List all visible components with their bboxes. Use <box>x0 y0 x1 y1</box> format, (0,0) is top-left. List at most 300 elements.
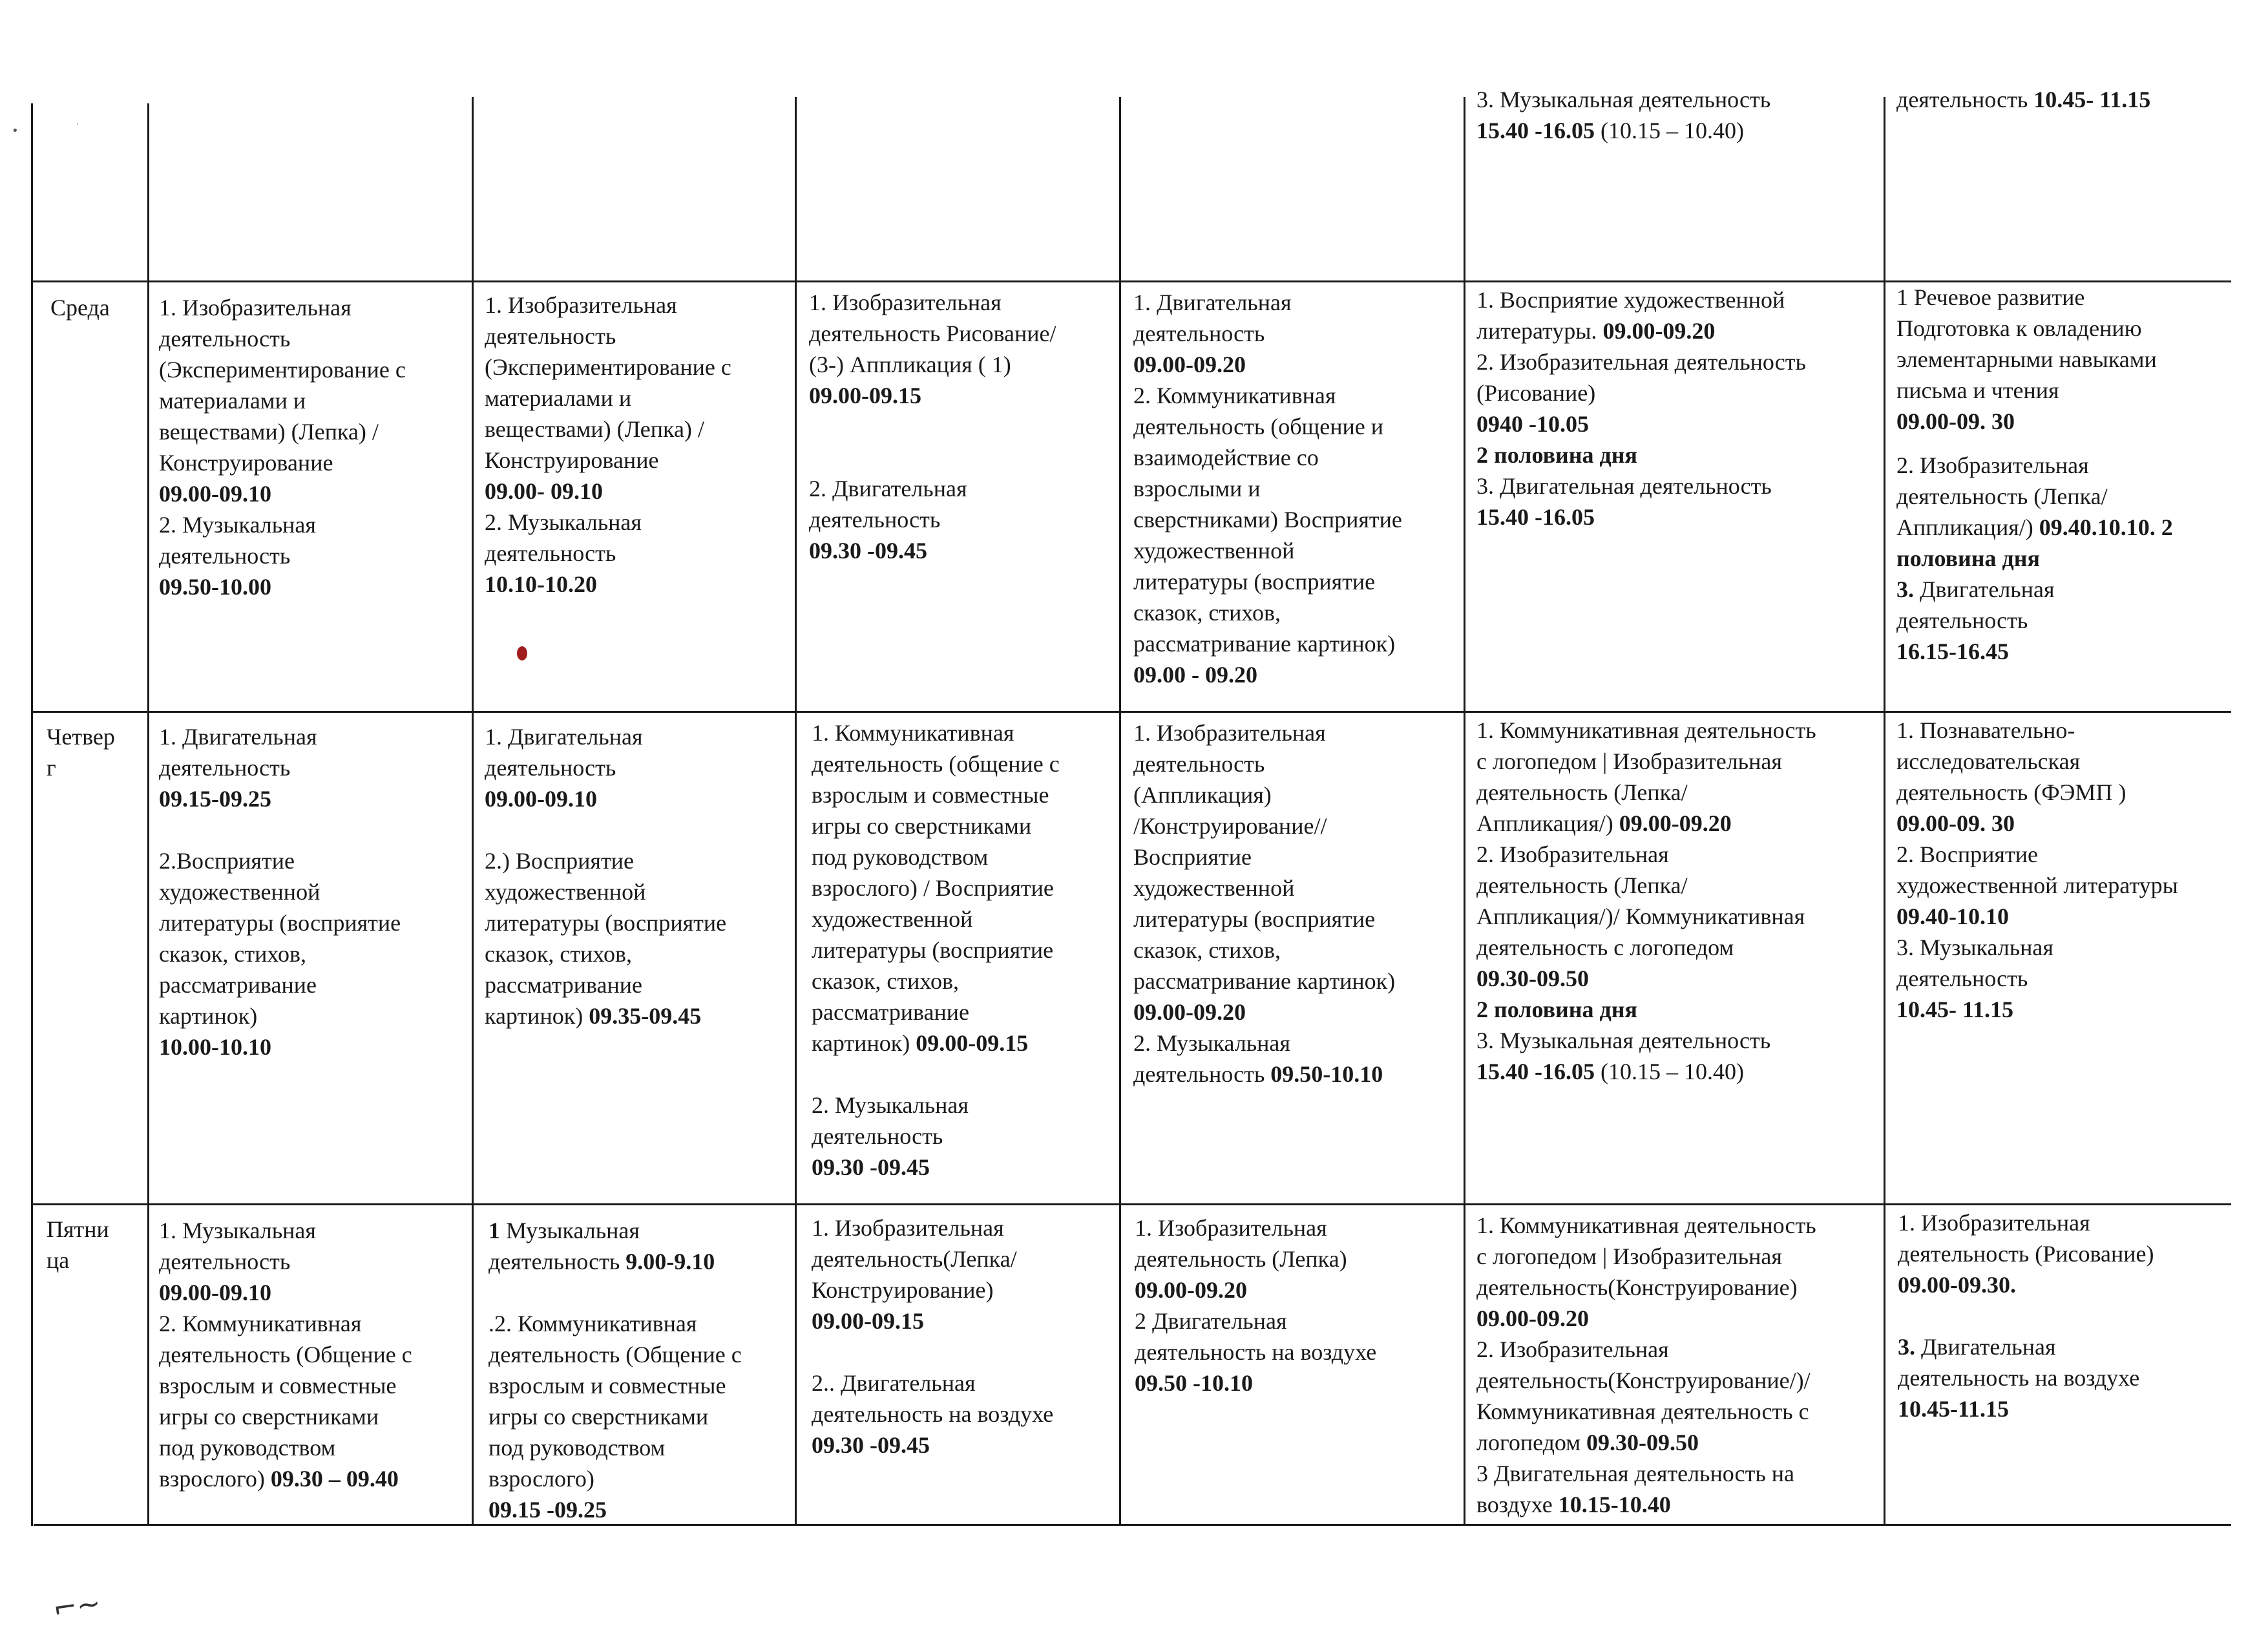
cell-text-line <box>812 748 1118 779</box>
activity-text: исследовательская <box>1896 748 2081 774</box>
cell-text-line <box>1133 628 1462 659</box>
activity-text: 1. Двигательная <box>485 724 643 750</box>
activity-text: (Рисование) <box>1476 380 1596 406</box>
cell-text-line <box>812 1305 1118 1336</box>
activity-text: 1 Речевое развитие <box>1896 284 2085 310</box>
time-text: 09.00-09.15 <box>809 383 921 408</box>
scan-speck: · <box>76 120 79 130</box>
cell-text-line <box>812 1430 1118 1461</box>
cell-text-line <box>488 1401 793 1432</box>
cell-text-line <box>485 352 793 383</box>
activity-text: 1. Изобразительная <box>1133 720 1326 746</box>
cell-text-line <box>1476 1365 1881 1396</box>
activity-text: сказок, стихов, <box>812 968 960 994</box>
day-label-wednesday <box>50 292 144 706</box>
column-divider <box>1464 97 1465 1526</box>
cell-text-line <box>809 380 1118 411</box>
activity-text: 1. Коммуникативная деятельность <box>1476 1212 1816 1238</box>
cell-text-line <box>1135 1212 1462 1243</box>
cell-text-line <box>485 321 793 352</box>
activity-text: сказок, стихов, <box>1133 937 1281 963</box>
cell-text-line <box>812 1152 1118 1183</box>
cell-text-line: Пятни <box>47 1216 109 1242</box>
time-text: 3. <box>1898 1334 1921 1360</box>
activity-text: деятельность (Лепка) <box>1135 1246 1347 1272</box>
column-divider <box>472 97 474 1526</box>
activity-text: под руководством <box>488 1435 666 1461</box>
cell-text-line <box>1896 746 2232 777</box>
time-text: 10.10-10.20 <box>485 571 597 597</box>
cell-fri-col3 <box>812 1212 1118 1523</box>
activity-text: литературы. <box>1476 318 1603 344</box>
cell-text-line <box>1133 380 1462 411</box>
cell-text-line <box>1898 1269 2234 1300</box>
activity-text: рассматривание картинок) <box>1133 968 1396 994</box>
cell-text-line <box>159 385 469 416</box>
activity-text: деятельность <box>485 540 616 566</box>
activity-text: 2.Восприятие <box>159 848 295 874</box>
cell-text-line <box>488 1494 793 1525</box>
cell-text-line <box>812 1121 1118 1152</box>
line-gap <box>809 411 1118 442</box>
cell-text-line <box>1133 903 1462 935</box>
cell-text-line <box>485 538 793 569</box>
activity-text: 1. Изобразительная <box>812 1215 1004 1241</box>
cell-text-line <box>159 1370 470 1401</box>
activity-text: 3. Музыкальная деятельность <box>1476 1028 1771 1053</box>
cell-text-line <box>1133 535 1462 566</box>
activity-text: деятельность(Конструирование/)/ <box>1476 1368 1811 1393</box>
activity-text: 2. Двигательная <box>809 476 967 502</box>
cell-text-line <box>1476 746 1881 777</box>
cell-text-line <box>1896 450 2232 481</box>
cell-text-line <box>1896 481 2232 512</box>
cell-text-line <box>812 966 1118 997</box>
cell-thu-col3 <box>812 717 1118 1202</box>
cell-text-line <box>1476 346 1881 377</box>
activity-text: деятельность <box>488 1249 626 1274</box>
activity-text: деятельность <box>1896 607 2028 633</box>
activity-text: (Экспериментирование с <box>485 354 731 380</box>
cell-wed-col5 <box>1476 284 1881 704</box>
activity-text: 1. Музыкальная <box>159 1218 316 1243</box>
time-text: 16.15-16.45 <box>1896 639 2009 664</box>
time-text: 09.00-09.20 <box>1619 810 1732 836</box>
cell-text-line <box>159 1246 470 1277</box>
time-text: 09.50 -10.10 <box>1135 1370 1253 1396</box>
cell-text-line <box>1133 841 1462 872</box>
activity-text: деятельность <box>1133 321 1265 346</box>
cell-text-line <box>488 1463 793 1494</box>
activity-text: деятельность (Общение с <box>488 1342 742 1368</box>
cell-text-line <box>159 876 469 907</box>
cell-text-line <box>1133 966 1462 997</box>
cell-text-line <box>812 872 1118 903</box>
activity-text: деятельность <box>1896 966 2028 991</box>
cell-text-line <box>1133 318 1462 349</box>
activity-text: сверстниками) Восприятие <box>1133 507 1402 533</box>
activity-text: деятельность на воздухе <box>812 1401 1054 1427</box>
cell-text-line <box>1896 901 2232 932</box>
line-gap <box>812 1059 1118 1090</box>
cell-text-line: ца <box>47 1247 70 1273</box>
activity-text: 2. Восприятие <box>1896 841 2038 867</box>
cell-text-line <box>1135 1368 1462 1399</box>
cell-text-line <box>809 349 1118 380</box>
line-gap <box>1898 1300 2234 1331</box>
pen-scribble-mark: ⌐~ <box>50 1587 103 1626</box>
activity-text: 1. Изобразительная <box>1135 1215 1327 1241</box>
activity-text: деятельность <box>1133 1061 1271 1087</box>
cell-text-line <box>1896 636 2232 667</box>
row-divider <box>31 1203 2231 1205</box>
activity-text: (3-) Аппликация ( 1) <box>809 352 1011 377</box>
activity-text: деятельность <box>159 543 291 569</box>
cell-wed-col3 <box>809 287 1118 701</box>
cell-text-line <box>1476 901 1881 932</box>
cell-text-line <box>1135 1336 1462 1368</box>
cell-text-line <box>488 1339 793 1370</box>
cell-text-line <box>485 969 793 1000</box>
time-text: 10.45- 11.15 <box>1896 997 2014 1022</box>
activity-text: художественной <box>812 906 973 932</box>
activity-text: 1. Изобразительная <box>809 290 1002 315</box>
cell-text-line <box>1133 717 1462 748</box>
activity-text: деятельность (Лепка/ <box>1476 872 1688 898</box>
cell-text-line <box>488 1215 793 1246</box>
time-text: 09.30 -09.45 <box>809 538 927 564</box>
activity-text: 1. Изобразительная <box>485 292 677 318</box>
cell-text-line <box>1476 284 1881 315</box>
activity-text: 1. Восприятие художественной <box>1476 287 1785 313</box>
cell-text-line <box>1896 839 2232 870</box>
activity-text: 1. Изобразительная <box>1898 1210 2090 1236</box>
time-text: 10.45- 11.15 <box>2033 87 2151 112</box>
activity-text: деятельность <box>1896 87 2034 112</box>
cell-text-line <box>1476 439 1881 470</box>
activity-text: 1. Коммуникативная деятельность <box>1476 717 1816 743</box>
activity-text: (Экспериментирование с <box>159 357 406 383</box>
cell-text-line <box>485 445 793 476</box>
time-text: 15.40 -16.05 <box>1476 1059 1595 1084</box>
cell-text-line <box>159 571 469 602</box>
time-text: 10.15-10.40 <box>1558 1492 1671 1517</box>
activity-text: 2. Музыкальная <box>812 1092 969 1118</box>
cell-text-line <box>485 721 793 752</box>
time-text: 09.00-09. 30 <box>1896 810 2015 836</box>
cell-text-line <box>812 779 1118 810</box>
activity-text: Коммуникативная деятельность с <box>1476 1399 1809 1424</box>
time-text: 09.30-09.50 <box>1476 966 1589 991</box>
cell-text-line <box>1133 411 1462 442</box>
activity-text: деятельность (ФЭМП ) <box>1896 779 2126 805</box>
activity-text: с логопедом | Изобразительная <box>1476 748 1782 774</box>
cell-text-line <box>1476 963 1881 994</box>
time-text: 09.15 -09.25 <box>488 1497 607 1523</box>
activity-text: 2. Музыкальная <box>485 509 642 535</box>
cell-text-line <box>1898 1331 2234 1362</box>
row-divider <box>31 711 2231 713</box>
time-text: 09.00-09.20 <box>1602 318 1716 344</box>
activity-text: деятельность (общение и <box>1133 414 1384 439</box>
activity-text: сказок, стихов, <box>485 941 633 967</box>
cell-text-line <box>485 476 793 507</box>
cell-text-line <box>1476 502 1881 533</box>
activity-text: деятельность Рисование/ <box>809 321 1056 346</box>
activity-text: деятельность <box>812 1123 943 1149</box>
cell-text-line <box>1135 1274 1462 1305</box>
activity-text: 2. Музыкальная <box>159 512 316 538</box>
cell-text-line <box>1476 1458 1881 1489</box>
activity-text: сказок, стихов, <box>159 941 307 967</box>
cell-text-line <box>159 1401 470 1432</box>
cell-text-line <box>488 1246 793 1277</box>
cell-text-line <box>1898 1393 2234 1424</box>
cell-text-line <box>812 717 1118 748</box>
activity-text: художественной <box>1133 875 1295 901</box>
activity-text: Восприятие <box>1133 844 1252 870</box>
cell-text-line <box>1476 1334 1881 1365</box>
cell-text-line <box>485 876 793 907</box>
activity-text: материалами и <box>485 385 632 411</box>
cell-text-line <box>1133 349 1462 380</box>
activity-text: деятельность <box>159 326 291 352</box>
cell-text-line <box>159 478 469 509</box>
cell-text-line <box>1476 1272 1881 1303</box>
activity-text: художественной литературы <box>1896 872 2178 898</box>
time-text: 09.00-09.20 <box>1133 352 1246 377</box>
activity-text: взрослого) <box>159 1466 271 1492</box>
time-text: 09.30 – 09.40 <box>270 1466 399 1492</box>
activity-text: материалами и <box>159 388 306 414</box>
time-text: 3. <box>1896 576 1920 602</box>
cell-text-line <box>1896 715 2232 746</box>
column-divider <box>1884 97 1885 1526</box>
activity-text: Конструирование <box>159 450 333 476</box>
activity-text: Музыкальная <box>506 1218 640 1243</box>
activity-text: логопедом <box>1476 1430 1587 1455</box>
activity-text: 2. Изобразительная деятельность <box>1476 349 1806 375</box>
line-gap <box>812 1336 1118 1368</box>
cell-text-line <box>1133 659 1462 690</box>
time-text: 2 половина дня <box>1476 997 1637 1022</box>
time-text: 09.00-09.30. <box>1898 1272 2016 1298</box>
cell-text-line <box>812 935 1118 966</box>
cell-text-line <box>159 907 469 938</box>
cell-text-line <box>1133 997 1462 1028</box>
cell-text-line <box>809 473 1118 504</box>
time-text: 09.40.10.10. 2 <box>2039 514 2173 540</box>
cell-text-line <box>1896 344 2232 375</box>
cell-text-line <box>159 292 469 323</box>
activity-text: 1. Изобразительная <box>159 295 352 321</box>
activity-text: с логопедом | Изобразительная <box>1476 1243 1782 1269</box>
cell-text-line <box>1476 1210 1881 1241</box>
cell-text-line <box>1476 777 1881 808</box>
activity-text: художественной <box>159 879 320 905</box>
activity-text: 2. Изобразительная <box>1896 452 2089 478</box>
cell-text-line <box>485 414 793 445</box>
activity-text: художественной <box>485 879 646 905</box>
column-divider <box>795 97 797 1526</box>
cell-text-line <box>485 290 793 321</box>
cell-text-line <box>488 1432 793 1463</box>
time-text: 09.00 - 09.20 <box>1133 662 1257 688</box>
cell-text-line <box>809 318 1118 349</box>
activity-text: 2.. Двигательная <box>812 1370 976 1396</box>
cell-text-line <box>1133 597 1462 628</box>
cell-thu-col1 <box>159 721 469 1199</box>
cell-text-line <box>1476 808 1881 839</box>
cell-text-line <box>159 1308 470 1339</box>
activity-text: под руководством <box>812 844 989 870</box>
cell-text-line <box>1476 115 1877 146</box>
time-text: 15.40 -16.05 <box>1476 504 1595 530</box>
activity-text: рассматривание <box>159 972 317 998</box>
cell-text-line <box>485 752 793 783</box>
cell-text-line <box>1896 512 2232 543</box>
cell-text-line <box>812 841 1118 872</box>
activity-text: рассматривание <box>812 999 969 1025</box>
activity-text: деятельность <box>159 1249 291 1274</box>
cell-text-line <box>1896 808 2232 839</box>
cell-wed-col1 <box>159 292 469 706</box>
time-text: 9.00-9.10 <box>625 1249 715 1274</box>
cell-text-line <box>812 1090 1118 1121</box>
activity-text: литературы (восприятие <box>1133 569 1376 595</box>
activity-text: игры со сверстниками <box>159 1404 379 1430</box>
cell-text-line <box>1133 1059 1462 1090</box>
activity-text: взрослым и совместные <box>488 1373 726 1399</box>
cell-fri-col5 <box>1476 1210 1881 1520</box>
activity-text: 1. Двигательная <box>159 724 317 750</box>
cell-text-line <box>812 1274 1118 1305</box>
activity-text: 2 Двигательная <box>1135 1308 1287 1334</box>
cell-text-line <box>1476 1396 1881 1427</box>
cell-text-line <box>159 969 469 1000</box>
cell-top-col6 <box>1896 84 2226 278</box>
cell-text-line <box>488 1370 793 1401</box>
cell-text-line <box>1133 1028 1462 1059</box>
time-text: 09.00-09.10 <box>485 786 597 812</box>
cell-text-line <box>1133 872 1462 903</box>
activity-text: сказок, стихов, <box>1133 600 1281 626</box>
time-text: 09.30-09.50 <box>1586 1430 1699 1455</box>
activity-text: деятельность <box>159 755 291 781</box>
cell-fri-col1 <box>159 1215 470 1523</box>
cell-text-line <box>1476 470 1881 502</box>
cell-text-line <box>1133 287 1462 318</box>
activity-text: деятельность <box>485 755 616 781</box>
activity-text: взрослым и совместные <box>159 1373 397 1399</box>
activity-text: 2. Коммуникативная <box>1133 383 1336 408</box>
activity-text: Аппликация/) <box>1476 810 1619 836</box>
day-label-thursday <box>47 721 143 1199</box>
activity-text: 2. Музыкальная <box>1133 1030 1290 1056</box>
cell-text-line <box>1476 1303 1881 1334</box>
cell-wed-col2 <box>485 290 793 703</box>
cell-text-line <box>1896 313 2232 344</box>
activity-text: 2. Изобразительная <box>1476 841 1669 867</box>
activity-text: 2. Изобразительная <box>1476 1336 1669 1362</box>
cell-text-line <box>1476 839 1881 870</box>
cell-text-line <box>1133 566 1462 597</box>
time-text: 09.30 -09.45 <box>812 1432 930 1458</box>
time-text: 0940 -10.05 <box>1476 411 1589 437</box>
activity-text: деятельность <box>809 507 941 533</box>
cell-text-line <box>1133 473 1462 504</box>
activity-text: литературы (восприятие <box>812 937 1054 963</box>
cell-text-line <box>1476 1427 1881 1458</box>
time-text: 15.40 -16.05 <box>1476 118 1595 143</box>
time-text: 09.15-09.25 <box>159 786 271 812</box>
activity-text: Подготовка к овладению <box>1896 315 2142 341</box>
cell-thu-col5 <box>1476 715 1881 1202</box>
cell-text-line <box>1133 748 1462 779</box>
time-text: 09.00-09.15 <box>916 1030 1029 1056</box>
activity-text: деятельность на воздухе <box>1898 1365 2140 1391</box>
column-divider <box>147 103 149 1526</box>
cell-text-line <box>1476 715 1881 746</box>
activity-text: письма и чтения <box>1896 377 2059 403</box>
cell-text-line <box>812 810 1118 841</box>
line-gap <box>488 1277 793 1308</box>
cell-thu-col2 <box>485 721 793 1199</box>
cell-text-line <box>159 938 469 969</box>
cell-text-line <box>1896 543 2232 574</box>
cell-text-line <box>159 540 469 571</box>
cell-text-line <box>488 1308 793 1339</box>
activity-text: 1. Познавательно- <box>1896 717 2075 743</box>
activity-text: Конструирование <box>485 447 659 473</box>
activity-text: взрослого) / Восприятие <box>812 875 1054 901</box>
cell-text-line <box>159 354 469 385</box>
cell-text-line <box>1135 1305 1462 1336</box>
cell-text-line <box>1476 994 1881 1025</box>
activity-text: деятельность с логопедом <box>1476 935 1734 960</box>
activity-text: деятельность(Конструирование) <box>1476 1274 1798 1300</box>
activity-text: деятельность (Рисование) <box>1898 1241 2154 1267</box>
time-text: 10.45-11.15 <box>1898 1396 2010 1422</box>
cell-text-line <box>1896 406 2232 437</box>
cell-text-line <box>159 1463 470 1494</box>
activity-text: деятельность (Лепка/ <box>1476 779 1688 805</box>
cell-text-line <box>1133 442 1462 473</box>
cell-text-line <box>1476 1056 1881 1087</box>
cell-text-line <box>1896 375 2232 406</box>
activity-text: литературы (восприятие <box>159 910 401 936</box>
cell-text-line <box>812 1368 1118 1399</box>
cell-text-line <box>812 903 1118 935</box>
cell-text-line <box>485 569 793 600</box>
activity-text: рассматривание картинок) <box>1133 631 1396 657</box>
activity-text: .2. Коммуникативная <box>488 1311 697 1336</box>
activity-text: элементарными навыками <box>1896 346 2157 372</box>
activity-text: 3 Двигательная деятельность на <box>1476 1461 1795 1486</box>
cell-text-line <box>1476 1489 1881 1520</box>
line-gap <box>485 814 793 845</box>
activity-text: под руководством <box>159 1435 336 1461</box>
activity-text: деятельность <box>1133 751 1265 777</box>
cell-text-line <box>159 783 469 814</box>
activity-text: картинок) <box>159 1003 258 1029</box>
activity-text: Двигательная <box>1920 576 2055 602</box>
line-gap <box>159 814 469 845</box>
activity-text: веществами) (Лепка) / <box>485 416 704 442</box>
activity-text: литературы (восприятие <box>485 910 727 936</box>
cell-text-line <box>1133 779 1462 810</box>
cell-text-line <box>1476 408 1881 439</box>
